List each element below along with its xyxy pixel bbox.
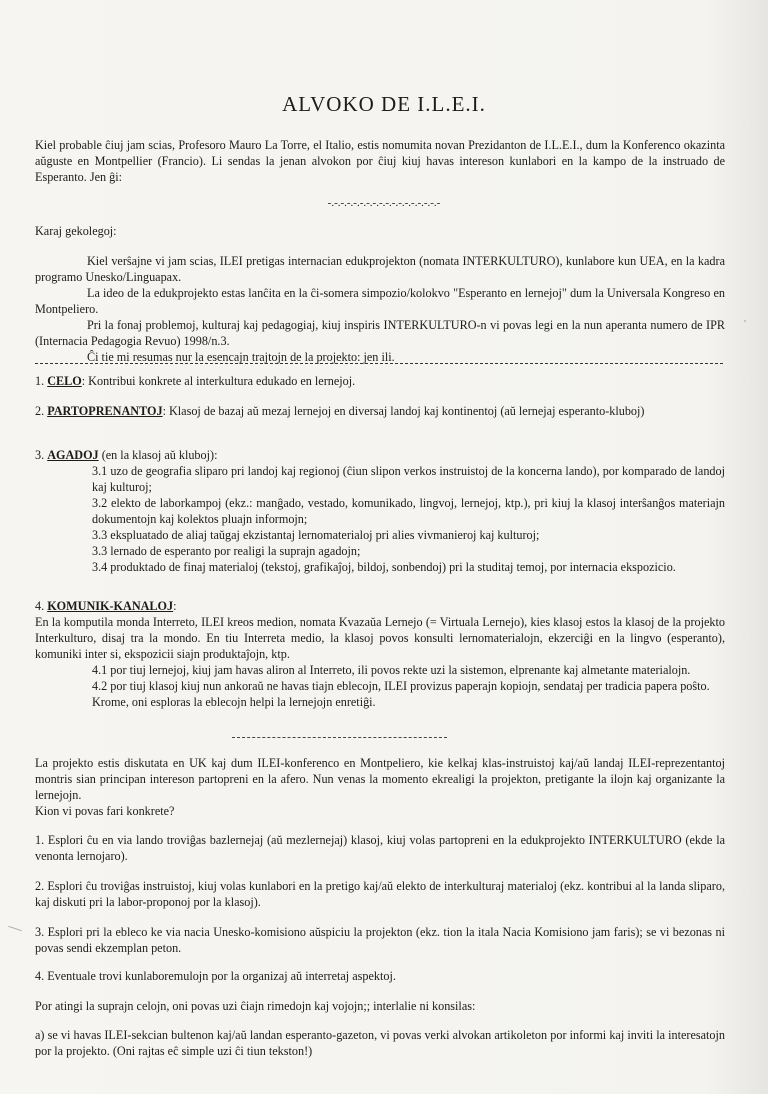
list-item: 3.1 uzo de geografia sliparo pri landoj kaj regionoj (ĉiun slipon verkos instruistoj de la koncerna lando), por komparado de landoj kaj kulturoj;	[92, 464, 725, 494]
dashed-divider	[35, 363, 723, 364]
section-agadoj: 3. AGADOJ (en la klasoj aŭ kluboj): 3.1 uzo de geografia sliparo pri landoj kaj regionoj (ĉiun slipon verkos instruistoj de la koncerna lando), por komparado de landoj kaj kulturoj; 3.2 elekto de laborkampoj (ekz.: manĝado, vestado, komunikado, lingvoj, lernejoj, ktp.), pri kiuj la klasoj interŝanĝos materiajn dokumentojn kaj kolektos pluajn informojn; 3.3 ekspluatado de aliaj taŭgaj ekzistantaj lernomaterialoj pri alies vivmanieroj kaj kulturoj; 3.3 lernado de esperanto por realigi la suprajn agadojn; 3.4 produktado de finaj materialoj (tekstoj, grafikaĵoj, bildoj, sonbendoj) pri la studitaj temoj, por internacia ekspozicio.	[35, 448, 725, 574]
section-heading: AGADOJ	[47, 448, 99, 462]
list-item: 3.3 ekspluatado de aliaj taŭgaj ekzistantaj lernomaterialoj pri alies vivmanieroj kaj kulturoj;	[92, 528, 540, 542]
section-heading: KOMUNIK-KANALOJ	[47, 599, 174, 613]
list-item: 3.4 produktado de finaj materialoj (tekstoj, grafikaĵoj, bildoj, sonbendoj) pri la studitaj temoj, por internacia ekspozicio.	[92, 560, 676, 574]
todo-item: 4. Eventuale trovi kunlaboremulojn por la organizaj aŭ interretaj aspektoj.	[35, 969, 396, 983]
greeting: Karaj gekolegoj:	[35, 224, 117, 238]
section-partoprenantoj: 2. PARTOPRENANTOJ: Klasoj de bazaj aŭ mezaj lernejoj en diversaj landoj kaj kontinentoj (aŭ lernejaj esperanto-kluboj)	[35, 404, 645, 418]
list-item: Krome, oni esploras la eblecojn helpi la lernejojn enretiĝi.	[92, 695, 376, 709]
todo-item: 3. Esplori pri la ebleco ke via nacia Unesko-komisiono aŭspiciu la projekton (ekz. tion la itala Nacia Komisiono jam faris); se vi bezonas ni povas sendi ekzemplan peton.	[35, 925, 725, 955]
section-heading: PARTOPRENANTOJ	[47, 404, 163, 418]
todo-item: 2. Esplori ĉu troviĝas instruistoj, kiuj volas kunlabori en la pretigo kaj/aŭ elekto de interkulturaj materialoj (ekz. kontribui al la landa sliparo, kaj diskuti pri la labor-proponoj por la klasoj).	[35, 879, 725, 909]
section-heading: CELO	[47, 374, 82, 388]
letter-paragraph: La ideo de la edukprojekto estas lanĉita en la ĉi-somera simpozio/kolokvo "Esperanto en lernejoj" dum la Universala Kongreso en Montpeliero.	[35, 286, 725, 316]
scan-mark	[744, 320, 746, 322]
list-item: 3.3 lernado de esperanto por realigi la suprajn agadojn;	[92, 544, 361, 558]
letter-paragraph: Kiel verŝajne vi jam scias, ILEI pretigas internacian edukprojekton (nomata INTERKULTURO), kunlabore kun UEA, en la kadra programo Unesko/Linguapax.	[35, 254, 725, 284]
list-item: 4.1 por tiuj lernejoj, kiuj jam havas aliron al Interreto, ili povos rekte uzi la sistemon, elprenante kaj almetante materialojn.	[92, 663, 691, 677]
short-dashed-divider	[232, 737, 447, 738]
scan-mark	[8, 926, 22, 931]
todo-item: 1. Esplori ĉu en via lando troviĝas bazlernejaj (aŭ mezlernejaj) klasoj, kiuj volas partopreni en la edukprojekto INTERKULTURO (ekde la venonta lernojaro).	[35, 833, 725, 863]
section-celo: 1. CELO: Kontribui konkrete al interkultura edukado en lernejoj.	[35, 374, 356, 388]
letter-paragraph: Pri la fonaj problemoj, kulturaj kaj pedagogiaj, kiuj inspiris INTERKULTURO-n vi povas legi en la nun aperanta numero de IPR (Internacia Pedagogia Revuo) 1998/n.3.	[35, 318, 725, 348]
letter-paragraph: Ĉi tie mi resumas nur la esencajn trajtojn de la projekto: jen ili.	[87, 350, 395, 364]
document-title: ALVOKO DE I.L.E.I.	[282, 92, 486, 116]
section-komunik-kanaloj: 4. KOMUNIK-KANALOJ: En la komputila monda Interreto, ILEI kreos medion, nomata Kvazaŭa Lernejo (= Virtuala Lernejo), kies klasoj estos la klasoj de la projekto Interkulturo, disaj tra la mondo. En tiu Interreta medio, la klasoj povos konsulti lernomaterialojn, ekzerciĝi en la lingvo (esperanto), komuniki inter si, ekspozicii siajn produktaĵojn, ktp. 4.1 por tiuj lernejoj, kiuj jam havas aliron al Interreto, ili povos rekte uzi la sistemon, elprenante kaj almetante materialojn. 4.2 por tiuj klasoj kiuj nun ankoraŭ ne havas tiajn eblecojn, ILEI provizus paperajn kopiojn, sendataj per tradicia papera poŝto. Krome, oni esploras la eblecojn helpi la lernejojn enretiĝi.	[35, 599, 725, 709]
closing-item: a) se vi havas ILEI-sekcian bultenon kaj/aŭ landan esperanto-gazeton, vi povas verki alvokan artikoleton por informi kaj inviti la interesatojn por la projekto. (Oni rajtas eĉ simple uzi ĉi tiun tekston!)	[35, 1028, 725, 1058]
list-item: 4.2 por tiuj klasoj kiuj nun ankoraŭ ne havas tiajn eblecojn, ILEI provizus paperajn kopiojn, sendataj per tradicia papera poŝto.	[92, 679, 710, 693]
dotted-separator: -.-.-.-.-.-.-.-.-.-.-.-.-.-.-.-.-.-	[327, 197, 441, 209]
section-body: En la komputila monda Interreto, ILEI kreos medion, nomata Kvazaŭa Lernejo (= Virtuala Lernejo), kies klasoj estos la klasoj de la projekto Interkulturo, disaj tra la mondo. En tiu Interreta medio, la klasoj povos konsulti lernomaterialojn, ekzerciĝi en la lingvo (esperanto), komuniki inter si, ekspozicii siajn produktaĵojn, ktp.	[35, 615, 725, 661]
intro-paragraph: Kiel probable ĉiuj jam scias, Profesoro Mauro La Torre, el Italio, estis nomumita novan Prezidanton de I.L.E.I., dum la Konferenco okazinta aŭguste en Montpellier (Francio). Li sendas la jenan alvokon por ĉiuj kiuj havas intereson kunlabori en la kampo de la instruado de Esperanto. Jen ĝi:	[35, 138, 725, 184]
after-paragraph: La projekto estis diskutata en UK kaj dum ILEI-konferenco en Montpeliero, kie kelkaj klas-instruistoj kaj/aŭ landaj ILEI-reprezentantoj montris sian principan intereson partopreni en la afero. Nun venas la momento ekrealigi la projekton, pretigante la ilojn kaj organizante la lernejojn. Kion vi povas fari konkrete?	[35, 756, 725, 818]
closing-paragraph: Por atingi la suprajn celojn, oni povas uzi ĉiajn rimedojn kaj vojojn;; interlalie ni konsilas:	[35, 999, 476, 1013]
list-item: 3.2 elekto de laborkampoj (ekz.: manĝado, vestado, komunikado, lingvoj, lernejoj, ktp.), pri kiuj la klasoj interŝanĝos materiajn dokumentojn kaj kolektos pluajn informojn;	[92, 496, 725, 526]
letter-body	[35, 253, 725, 365]
